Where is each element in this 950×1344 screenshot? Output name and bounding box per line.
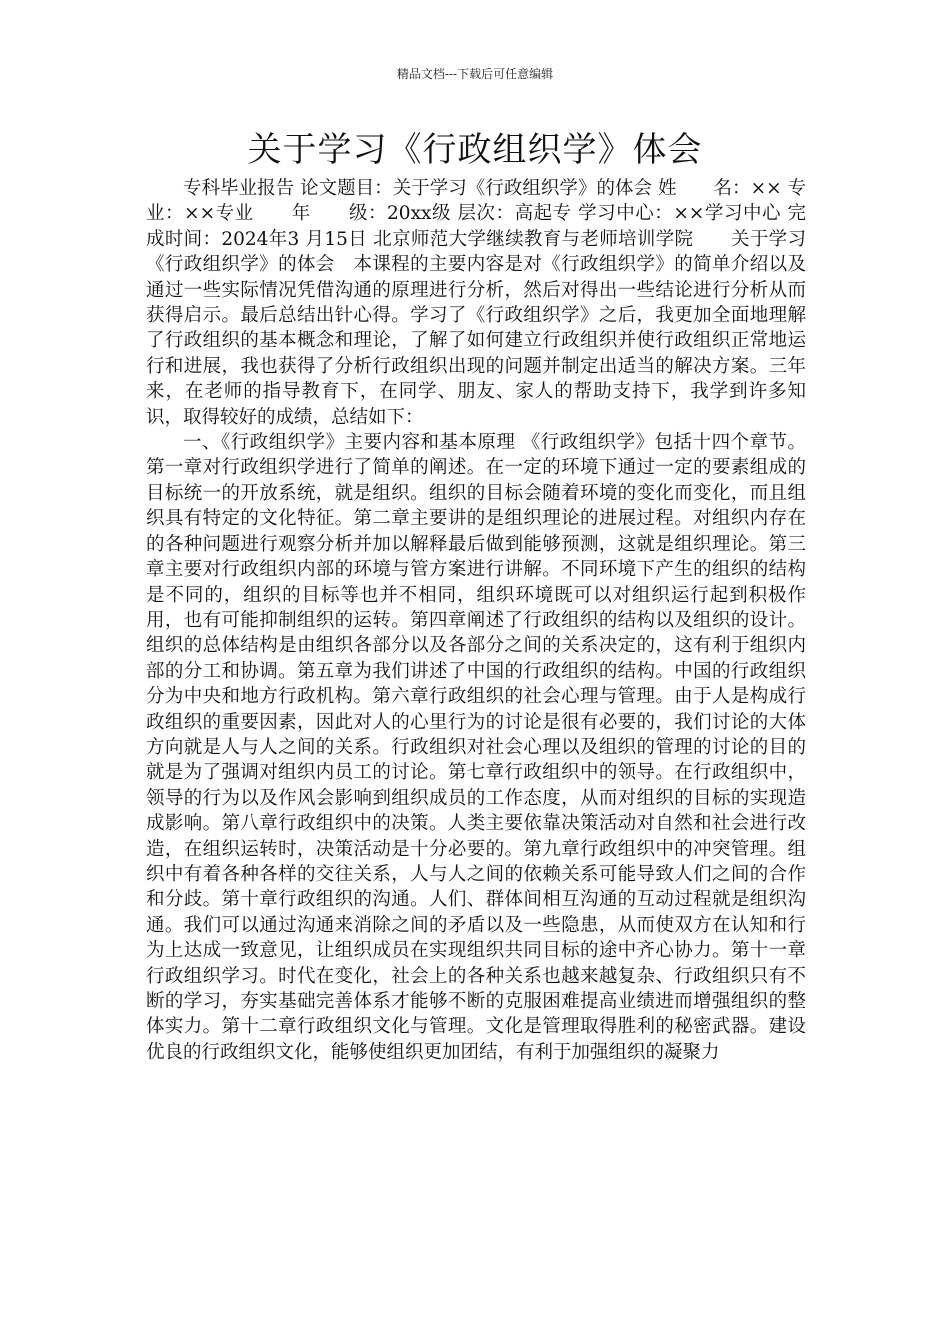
page-header-note: 精品文档---下载后可任意编辑 (396, 67, 554, 81)
document-body (146, 176, 844, 1065)
document-title: 关于学习《行政组织学》体会 (247, 130, 703, 170)
body-paragraph-intro: 专科毕业报告 论文题目：关于学习《行政组织学》的体会 姓 名：×× 专 业：××专业 年 级：20xx级 层次：高起专 学习中心：××学习中心 完成时间：2024年3 月15日 北京师范大学继续教育与老师培训学院 关于学习《行政组织学》的体会 本课程的主要内容是对《行政组织学》的简单介绍以及通过一些实际情况凭借沟通的原理进行分析，然后对得出一些结论进行分析从而获得启示。最后总结出针心得。学习了《行政组织学》之后，我更加全面地理解了行政组织的基本概念和理论，了解了如何建立行政组织并使行政组织正常地运行和进展，我也获得了分析行政组织出现的问题并制定出适当的解决方案。三年来，在老师的指导教育下，在同学、朋友、家人的帮助支持下，我学到许多知识，取得较好的成绩，总结如下： (146, 178, 844, 428)
body-paragraph-section-one: 一、《行政组织学》主要内容和基本原理 《行政组织学》包括十四个章节。第一章对行政组织学进行了简单的阐述。在一定的环境下通过一定的要素组成的目标统一的开放系统，就是组织。组织的目标会随着环境的变化而变化，而且组织具有特定的文化特征。第二章主要讲的是组织理论的进展过程。对组织内存在的各种问题进行观察分析并加以解释最后做到能够预测，这就是组织理论。第三章主要对行政组织内部的环境与管方案进行讲解。不同环境下产生的组织的结构是不同的，组织的目标等也并不相同，组织环境既可以对组织运行起到积极作用，也有可能抑制组织的运转。第四章阐述了行政组织的结构以及组织的设计。组织的总体结构是由组织各部分以及各部分之间的关系决定的，这有利于组织内部的分工和协调。第五章为我们讲述了中国的行政组织的结构。中国的行政组织分为中央和地方行政机构。第六章行政组织的社会心理与管理。由于人是构成行政组织的重要因素，因此对人的心里行为的讨论是很有必要的，我们讨论的大体方向就是人与人之间的关系。行政组织对社会心理以及组织的管理的讨论的目的就是为了强调对组织内员工的讨论。第七章行政组织中的领导。在行政组织中，领导的行为以及作风会影响到组织成员的工作态度，从而对组织的目标的实现造成影响。第八章行政组织中的决策。人类主要依靠决策活动对自然和社会进行改造，在组织运转时，决策活动是十分必要的。第九章行政组织中的冲突管理。组织中有着各种各样的交往关系，人与人之间的依赖关系可能导致人们之间的合作和分歧。第十章行政组织的沟通。人们、群体间相互沟通的互动过程就是组织沟通。我们可以通过沟通来消除之间的矛盾以及一些隐患，从而使双方在认知和行为上达成一致意见，让组织成员在实现组织共同目标的途中齐心协力。第十一章行政组织学习。时代在变化，社会上的各种关系也越来越复杂、行政组织只有不断的学习，夯实基础完善体系才能够不断的克服困难提高业绩进而增强组织的整体实力。第十二章行政组织文化与管理。文化是管理取得胜利的秘密武器。建设优良的行政组织文化，能够使组织更加团结，有利于加强组织的凝聚力 (146, 432, 806, 1063)
